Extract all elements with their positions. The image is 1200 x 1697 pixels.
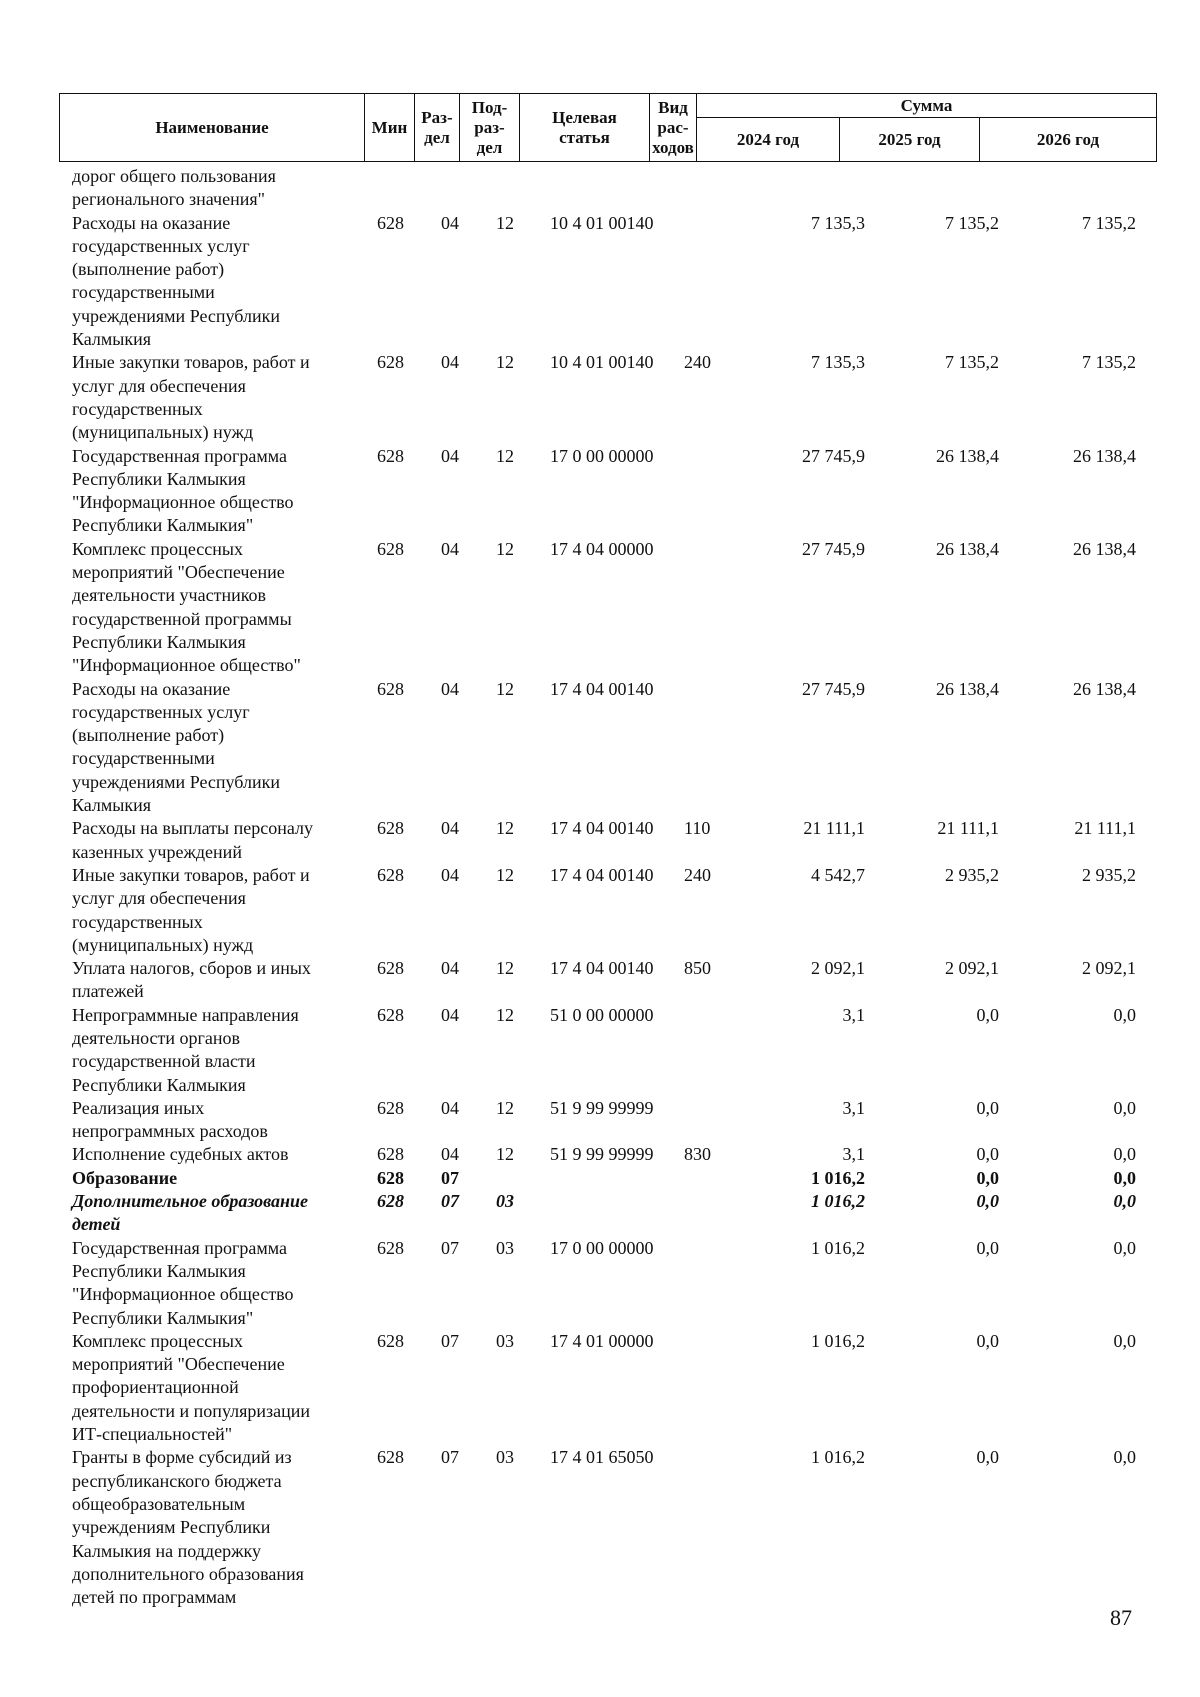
cell-pod: 12 — [496, 1144, 514, 1165]
col-header-vid: Вид рас- ходов — [650, 94, 697, 162]
cell-y25: 2 935,2 — [945, 864, 999, 885]
col-header-podrazdel: Под- раз- дел — [460, 94, 520, 162]
cell-raz: 07 — [441, 1167, 459, 1188]
cell-pod: 03 — [496, 1447, 514, 1468]
row-name: Государственная программа Республики Калмыкия "Информационное общество Республики Калмыкия" — [72, 445, 294, 536]
cell-raz: 04 — [441, 678, 459, 699]
row-name: Уплата налогов, сборов и иных платежей — [72, 958, 311, 1002]
cell-pod: 12 — [496, 1097, 514, 1118]
cell-y26: 2 092,1 — [1082, 958, 1136, 979]
cell-y25: 7 135,2 — [945, 212, 999, 233]
row-name: дорог общего пользования регионального значения" — [72, 166, 276, 210]
cell-cel: 10 4 01 00140 — [550, 212, 654, 233]
cell-y25: 26 138,4 — [936, 678, 999, 699]
cell-raz: 07 — [441, 1191, 459, 1212]
cell-y24: 1 016,2 — [811, 1330, 865, 1351]
cell-y26: 26 138,4 — [1073, 678, 1136, 699]
cell-y26: 2 935,2 — [1082, 864, 1136, 885]
row-name: Расходы на оказание государственных услуг (выполнение работ) государственными учреждениями Республики Калмыкия — [72, 212, 280, 350]
cell-y24: 3,1 — [842, 1097, 865, 1118]
cell-y25: 0,0 — [976, 1330, 999, 1351]
table-row — [59, 445, 1156, 538]
cell-min: 628 — [377, 1237, 404, 1258]
col-header-2026: 2026 год — [980, 118, 1157, 162]
cell-pod: 12 — [496, 212, 514, 233]
cell-y24: 2 092,1 — [811, 958, 865, 979]
cell-vid: 850 — [684, 958, 711, 979]
cell-raz: 04 — [441, 352, 459, 373]
col-header-summa: Сумма — [697, 94, 1157, 118]
cell-y26: 0,0 — [1113, 1447, 1136, 1468]
cell-cel: 51 9 99 99999 — [550, 1097, 654, 1118]
cell-cel: 51 0 00 00000 — [550, 1004, 654, 1025]
cell-y26: 0,0 — [1113, 1144, 1136, 1165]
cell-min: 628 — [377, 678, 404, 699]
col-header-razdel: Раз- дел — [415, 94, 460, 162]
cell-raz: 04 — [441, 445, 459, 466]
table-row — [59, 351, 1156, 444]
table-row — [59, 817, 1156, 864]
cell-y26: 7 135,2 — [1082, 212, 1136, 233]
cell-pod: 12 — [496, 958, 514, 979]
row-name: Комплекс процессных мероприятий "Обеспечение профориентационной деятельности и популяризации ИТ-специальностей" — [72, 1330, 311, 1445]
cell-y25: 0,0 — [976, 1144, 999, 1165]
cell-cel: 17 4 04 00000 — [550, 538, 654, 559]
cell-y26: 0,0 — [1113, 1097, 1136, 1118]
table-row — [59, 165, 1156, 212]
cell-cel: 10 4 01 00140 — [550, 352, 654, 373]
cell-y26: 26 138,4 — [1073, 445, 1136, 466]
cell-cel: 17 0 00 00000 — [550, 1237, 654, 1258]
table-row — [59, 864, 1156, 957]
cell-y26: 21 111,1 — [1074, 818, 1136, 839]
cell-pod: 12 — [496, 352, 514, 373]
cell-min: 628 — [377, 445, 404, 466]
table-row — [59, 1237, 1156, 1330]
cell-pod: 12 — [496, 445, 514, 466]
cell-pod: 03 — [496, 1237, 514, 1258]
row-name: Комплекс процессных мероприятий "Обеспечение деятельности участников государственной программы Республики Калмыкия "Информационное общество" — [72, 538, 301, 676]
cell-y25: 21 111,1 — [937, 818, 999, 839]
cell-cel: 17 0 00 00000 — [550, 445, 654, 466]
cell-y25: 0,0 — [976, 1004, 999, 1025]
row-name: Расходы на выплаты персоналу казенных учреждений — [72, 818, 313, 862]
table-row — [59, 1097, 1156, 1144]
cell-y25: 2 092,1 — [945, 958, 999, 979]
cell-y26: 0,0 — [1113, 1004, 1136, 1025]
col-header-2025: 2025 год — [840, 118, 980, 162]
cell-pod: 12 — [496, 678, 514, 699]
cell-y25: 26 138,4 — [936, 445, 999, 466]
cell-y24: 1 016,2 — [811, 1447, 865, 1468]
cell-cel: 51 9 99 99999 — [550, 1144, 654, 1165]
cell-raz: 07 — [441, 1237, 459, 1258]
row-name: Расходы на оказание государственных услуг (выполнение работ) государственными учреждениями Республики Калмыкия — [72, 678, 280, 816]
row-name: Дополнительное образование детей — [72, 1191, 309, 1235]
cell-y24: 3,1 — [842, 1004, 865, 1025]
cell-y25: 26 138,4 — [936, 538, 999, 559]
cell-y24: 7 135,3 — [811, 212, 865, 233]
cell-y24: 27 745,9 — [802, 538, 865, 559]
cell-y25: 0,0 — [976, 1191, 999, 1212]
cell-y26: 0,0 — [1113, 1191, 1136, 1212]
row-name: Образование — [72, 1167, 178, 1188]
cell-vid: 240 — [684, 352, 711, 373]
cell-vid: 110 — [684, 818, 711, 839]
cell-pod: 03 — [496, 1191, 514, 1212]
table-row — [59, 212, 1156, 352]
header-table — [59, 93, 1157, 162]
table-row — [59, 1143, 1156, 1166]
cell-raz: 04 — [441, 212, 459, 233]
cell-y24: 1 016,2 — [811, 1191, 865, 1212]
cell-pod: 12 — [496, 1004, 514, 1025]
cell-cel: 17 4 01 65050 — [550, 1447, 654, 1468]
cell-y25: 0,0 — [976, 1237, 999, 1258]
cell-pod: 03 — [496, 1330, 514, 1351]
row-name: Исполнение судебных актов — [72, 1144, 289, 1165]
table-header — [59, 93, 1156, 162]
cell-y26: 0,0 — [1113, 1237, 1136, 1258]
cell-raz: 04 — [441, 1004, 459, 1025]
row-name: Иные закупки товаров, работ и услуг для обеспечения государственных (муниципальных) нужд — [72, 864, 310, 955]
cell-min: 628 — [377, 1004, 404, 1025]
cell-raz: 04 — [441, 818, 459, 839]
cell-y24: 1 016,2 — [811, 1237, 865, 1258]
cell-y24: 4 542,7 — [811, 864, 865, 885]
col-header-2024: 2024 год — [697, 118, 840, 162]
table-row — [59, 1446, 1156, 1609]
table-row — [59, 1167, 1156, 1190]
cell-cel: 17 4 04 00140 — [550, 678, 654, 699]
cell-y24: 7 135,3 — [811, 352, 865, 373]
cell-cel: 17 4 04 00140 — [550, 958, 654, 979]
cell-raz: 04 — [441, 1097, 459, 1118]
table-row — [59, 1190, 1156, 1237]
row-name: Государственная программа Республики Калмыкия "Информационное общество Республики Калмыкия" — [72, 1237, 294, 1328]
cell-y25: 7 135,2 — [945, 352, 999, 373]
cell-cel: 17 4 01 00000 — [550, 1330, 654, 1351]
cell-y24: 3,1 — [842, 1144, 865, 1165]
table-row — [59, 678, 1156, 818]
table-row — [59, 957, 1156, 1004]
cell-y26: 0,0 — [1113, 1330, 1136, 1351]
cell-pod: 12 — [496, 538, 514, 559]
cell-y25: 0,0 — [976, 1167, 999, 1188]
cell-raz: 07 — [441, 1330, 459, 1351]
cell-raz: 04 — [441, 864, 459, 885]
table-row — [59, 1004, 1156, 1097]
cell-y26: 7 135,2 — [1082, 352, 1136, 373]
cell-min: 628 — [377, 818, 404, 839]
table-row — [59, 1330, 1156, 1446]
cell-raz: 07 — [441, 1447, 459, 1468]
cell-cel: 17 4 04 00140 — [550, 818, 654, 839]
row-name: Реализация иных непрограммных расходов — [72, 1097, 268, 1142]
row-name: Иные закупки товаров, работ и услуг для обеспечения государственных (муниципальных) нужд — [72, 352, 310, 443]
row-name: Гранты в форме субсидий из республиканского бюджета общеобразовательным учреждениям Республики Калмыкия на поддержку дополнительного образования детей по программам — [72, 1447, 304, 1608]
cell-raz: 04 — [441, 1144, 459, 1165]
col-header-name: Наименование — [60, 94, 365, 162]
cell-min: 628 — [377, 352, 404, 373]
table-row — [59, 538, 1156, 678]
cell-min: 628 — [377, 538, 404, 559]
cell-vid: 240 — [684, 864, 711, 885]
col-header-celevaya: Целевая статья — [520, 94, 650, 162]
page-number: 87 — [1110, 1605, 1132, 1630]
col-header-min: Мин — [365, 94, 415, 162]
cell-vid: 830 — [684, 1144, 711, 1165]
cell-y24: 27 745,9 — [802, 678, 865, 699]
cell-min: 628 — [377, 864, 404, 885]
cell-min: 628 — [377, 1097, 404, 1118]
cell-min: 628 — [377, 1144, 404, 1165]
cell-y24: 1 016,2 — [811, 1167, 865, 1188]
cell-min: 628 — [377, 1191, 404, 1212]
cell-y26: 26 138,4 — [1073, 538, 1136, 559]
table-body — [59, 165, 1156, 1609]
cell-pod: 12 — [496, 864, 514, 885]
cell-pod: 12 — [496, 818, 514, 839]
cell-min: 628 — [377, 958, 404, 979]
cell-raz: 04 — [441, 538, 459, 559]
cell-min: 628 — [377, 1447, 404, 1468]
cell-min: 628 — [377, 1330, 404, 1351]
cell-y25: 0,0 — [976, 1447, 999, 1468]
cell-y24: 21 111,1 — [803, 818, 865, 839]
cell-raz: 04 — [441, 958, 459, 979]
cell-y26: 0,0 — [1113, 1167, 1136, 1188]
row-name: Непрограммные направления деятельности органов государственной власти Республики Калмыкия — [72, 1004, 299, 1095]
cell-y25: 0,0 — [976, 1097, 999, 1118]
cell-y24: 27 745,9 — [802, 445, 865, 466]
cell-min: 628 — [377, 1167, 404, 1188]
cell-min: 628 — [377, 212, 404, 233]
cell-cel: 17 4 04 00140 — [550, 864, 654, 885]
